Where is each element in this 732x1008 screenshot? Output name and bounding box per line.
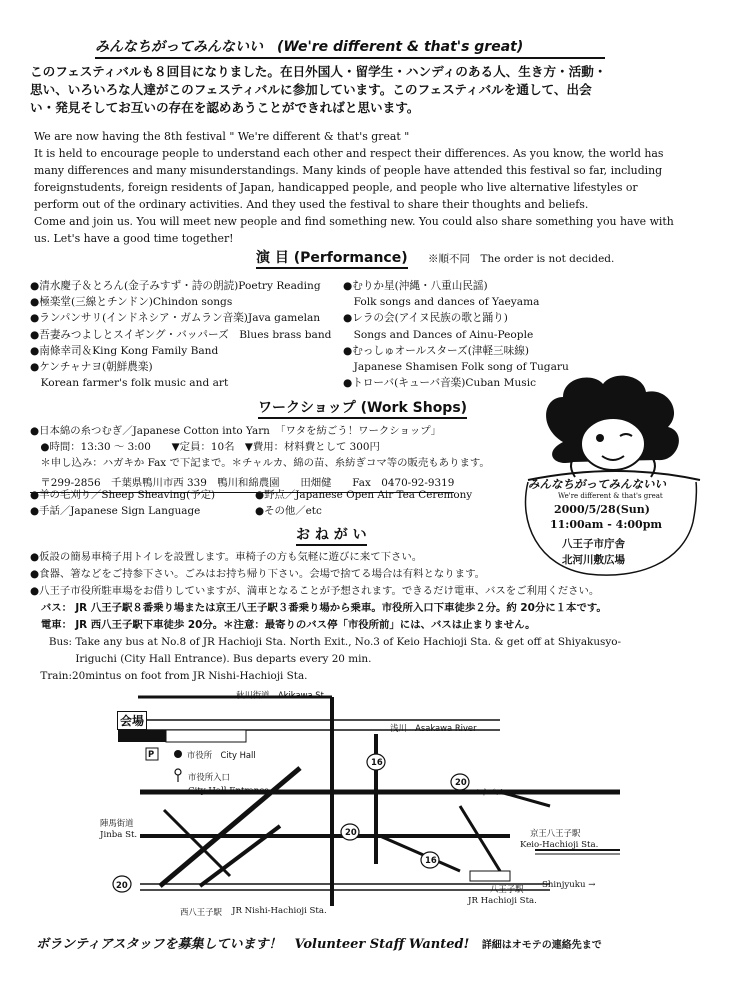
badge-place-1: 八王子市庁舎	[562, 538, 625, 550]
map-city-hall-entrance-en: City Hall Entrance	[188, 786, 270, 796]
intro-en-line: foreignstudents, foreign residents of Japan, handicapped people, and people who live alternative lifestyles or	[34, 181, 638, 194]
performance-order-note: ※順不同 The order is not decided.	[428, 253, 615, 265]
requests-heading: お ね が い	[296, 524, 367, 546]
performance-item: ●ケンチャナヨ(朝鮮農楽)	[30, 361, 153, 374]
workshop-right-list	[255, 488, 472, 520]
performance-item-english: Songs and Dances of Ainu-People	[343, 328, 534, 341]
intro-english	[34, 128, 714, 247]
request-line: ●八王子市役所駐車場をお借りしていますが、満車となることが予想されます。できるだけ電車、バスをご利用ください。	[30, 585, 600, 597]
map-asakawa-label: 浅川 Asakawa River	[390, 723, 477, 733]
route-16-shield: 16	[371, 757, 383, 767]
performance-item: ●吾妻みつよしとスイギング・バッパーズ Blues brass band	[30, 328, 332, 341]
map-venue-label: 会場	[117, 711, 147, 730]
map-nishi-en: JR Nishi-Hachioji Sta.	[232, 906, 327, 916]
map-nishi-ja: 西八王子駅	[180, 907, 222, 917]
workshop-item: ●野点／Japanese Open Air Tea Ceremony	[255, 489, 473, 501]
map-jinba-ja: 陣馬街道	[100, 818, 134, 828]
transport-label: Bus:	[48, 636, 72, 648]
workshops-heading: ワークショップ (Work Shops)	[258, 397, 467, 419]
request-line: ●仮設の簡易車椅子用トイレを設置します。車椅子の方も気軽に遊びに来て下さい。	[30, 551, 423, 563]
performance-item: ●ランパンサリ(インドネシア・ガムラン音楽)Java gamelan	[30, 312, 321, 325]
workshop-cotton-block	[30, 424, 490, 493]
transport-text: Iriguchi (City Hall Entrance). Bus departs every 20 min.	[75, 653, 372, 665]
workshop-line: ●日本綿の糸つむぎ／Japanese Cotton into Yarn 「ワタを紡ごう！ワークショップ」	[30, 425, 442, 437]
map-city-hall-entrance-ja: 市役所入口	[188, 772, 230, 782]
workshop-item: ●その他／etc	[255, 504, 322, 517]
performance-item-english: Korean farmer's folk music and art	[30, 377, 229, 390]
performance-item: ●南條幸司＆King Kong Family Band	[30, 344, 219, 357]
workshop-line: ＊申し込み：ハガキか Fax で下記まで。＊チャルカ、綿の苗、糸紡ぎコマ等の販売もあります。	[30, 456, 490, 469]
intro-en-line: It is held to encourage people to understand each other and respect their differences. As you know, the world has	[34, 147, 664, 160]
intro-en-line: many differences and many misunderstandings. Many kinds of people have attended this festival so far, including	[34, 164, 663, 177]
transport-text: Take any bus at No.8 of JR Hachioji Sta. North Exit., No.3 of Keio Hachioji Sta. & get off at Shiyakusyo-	[75, 636, 621, 648]
map-keio-en: Keio-Hachioji Sta.	[520, 840, 599, 850]
footer-contact-note: 詳細はオモテの連絡先まで	[481, 940, 602, 951]
map-city-hall-label: 市役所 City Hall	[187, 750, 256, 760]
performance-item: ●極楽堂(三線とチンドン)Chindon songs	[30, 296, 233, 309]
intro-en-line: Come and join us. You will meet new people and find something new. You could also share something you have with	[34, 215, 674, 228]
transport-row	[30, 651, 621, 668]
transport-row	[30, 668, 621, 685]
transport-row	[30, 617, 621, 634]
map-bypass-label: バイパス	[471, 787, 505, 797]
intro-ja-line: 思い、いろいろな人達がこのフェスティバルに参加しています。このフェスティバルを通して、出会	[30, 82, 592, 97]
transport-label: Train:	[40, 670, 72, 682]
intro-ja-line: このフェスティバルも８回目になりました。在日外国人・留学生・ハンディのある人、生き方・活動・	[30, 64, 607, 79]
badge-logo-text: みんなちがってみんないい	[528, 477, 666, 491]
intro-en-line: We are now having the 8th festival " We're different & that's great "	[34, 130, 410, 143]
workshop-item: ●羊の毛刈り／Sheep Sheaving(予定)	[30, 489, 216, 501]
performance-item: ●レラの会(アイヌ民族の歌と踊り)	[343, 312, 508, 325]
route-20-shield: 20	[116, 880, 128, 890]
badge-time: 11:00am - 4:00pm	[550, 518, 663, 531]
map-hachioji-ja: 八王子駅	[490, 884, 524, 894]
access-map	[80, 686, 620, 922]
transport-row	[30, 600, 621, 617]
map-jinba-en: Jinba St.	[100, 830, 138, 840]
intro-japanese	[30, 63, 710, 117]
transport-label: バス：	[40, 602, 72, 614]
workshop-item: ●手話／Japanese Sign Language	[30, 504, 201, 517]
map-keio-ja: 京王八王子駅	[530, 828, 581, 838]
workshop-line: ●時間：13:30 ～ 3:00 ▼定員：10名 ▼費用：材料費として 300円	[30, 440, 380, 453]
performance-left-list	[30, 278, 331, 391]
performance-item: ●トローバ(キューバ音楽)Cuban Music	[343, 377, 537, 390]
route-20-shield: 20	[455, 777, 467, 787]
intro-en-line: perform out of the ordinary activities. And they used the festival to share their thoughts and beliefs.	[34, 198, 589, 211]
map-shinjyuku-label: Shinjyuku →	[542, 880, 596, 890]
intro-ja-line: い・発見そしてお互いの存在を認めあうことができればと思います。	[30, 100, 420, 115]
transport-text: JR 八王子駅８番乗り場または京王八王子駅３番乗り場から乗車。市役所入口下車徒歩２分。約 20分に１本です。	[75, 602, 607, 614]
performance-item-english: Folk songs and dances of Yaeyama	[343, 296, 540, 309]
intro-en-line: us. Let's have a good time together!	[34, 232, 234, 245]
map-hachioji-en: JR Hachioji Sta.	[468, 896, 537, 906]
map-akikawa-label: 秋川街道 Akikawa St.	[236, 690, 327, 700]
route-20-shield: 20	[345, 827, 357, 837]
map-parking-label: P	[148, 749, 155, 759]
badge-place-2: 北河川敷広場	[562, 554, 625, 566]
badge-logo-sub: We're different & that's great	[558, 492, 663, 500]
badge-date: 2000/5/28(Sun)	[554, 503, 650, 516]
page-title: みんなちがってみんないい (We're different & that's great)	[95, 36, 605, 59]
transport-list	[30, 600, 621, 685]
performance-item: ●むっしゅオールスターズ(津軽三味線)	[343, 344, 529, 357]
requests-list	[30, 549, 599, 600]
performance-item-english: Japanese Shamisen Folk song of Tugaru	[343, 361, 569, 374]
workshop-contact-line: 〒299-2856 千葉県鴨川市西 339 鴨川和綿農園 田畑健 Fax 0470-92-9319	[30, 476, 454, 493]
performance-heading: 演 目 (Performance)	[256, 247, 408, 269]
transport-label: 電車：	[40, 619, 72, 631]
footer-volunteer	[36, 933, 602, 952]
footer-volunteer-text: ボランティアスタッフを募集しています！ Volunteer Staff Wanted!	[36, 937, 470, 952]
route-16-shield: 16	[425, 855, 437, 865]
transport-text: JR 西八王子駅下車徒歩 20分。＊注意：最寄りのバス停「市役所前」には、バスは止まりません。	[75, 619, 536, 631]
performance-item: ●清水慶子＆とろん(金子みすず・詩の朗読)Poetry Reading	[30, 280, 321, 292]
request-line: ●食器、箸などをご持参下さい。ごみはお持ち帰り下さい。会場で捨てる場合は有料となります。	[30, 568, 486, 580]
transport-row	[30, 634, 621, 651]
transport-text: 20mintus on foot from JR Nishi-Hachioji Sta.	[72, 670, 308, 682]
workshop-left-list	[30, 488, 215, 520]
performance-item: ●むりか星(沖縄・八重山民謡)	[343, 280, 488, 292]
